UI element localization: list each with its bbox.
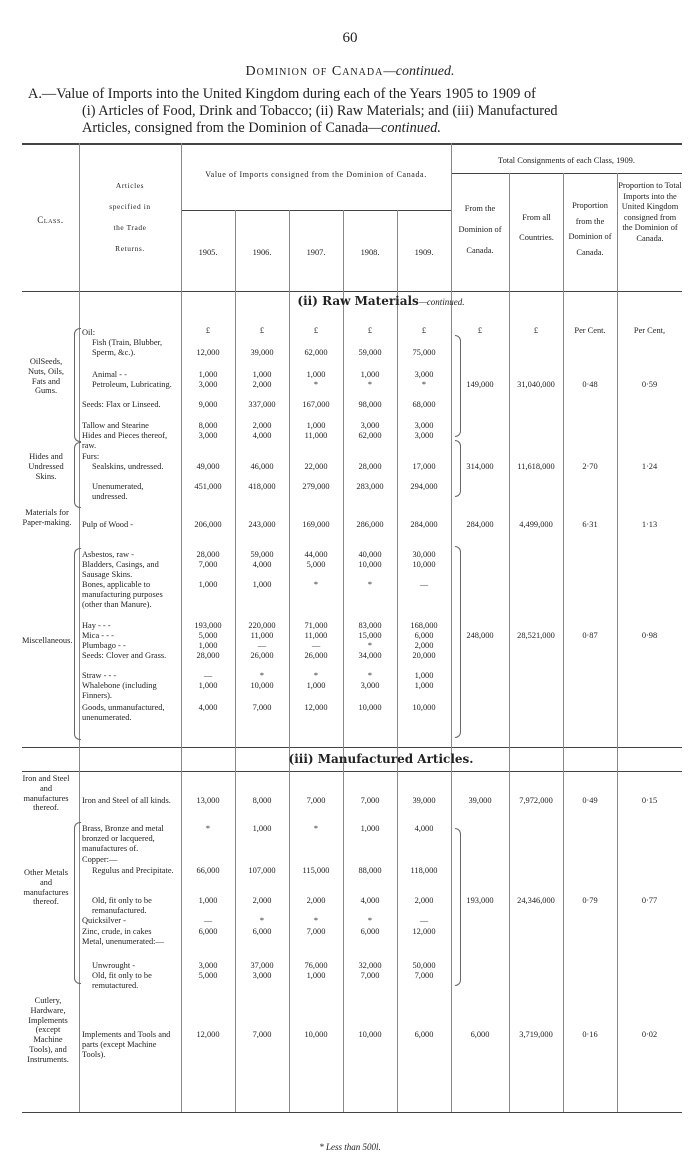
row-value-1908: 88,000 xyxy=(358,866,382,875)
row-value-1909: 75,000 xyxy=(412,348,436,357)
row-value-1905: 1,000 xyxy=(198,580,218,589)
unit-from-dominion: £ xyxy=(477,326,483,335)
row-article: Pulp of Wood - xyxy=(82,520,134,529)
row-value-1908: 283,000 xyxy=(356,482,384,491)
row-value-1905: 66,000 xyxy=(196,866,220,875)
header-articles xyxy=(82,180,178,255)
row-value-1908: 32,000 xyxy=(358,961,382,970)
row-value-1908: 286,000 xyxy=(356,520,384,529)
total-from-all: 4,499,000 xyxy=(519,520,553,529)
section-raw-text: (ii) Raw Materials xyxy=(297,294,419,308)
row-value-1907: 7,000 xyxy=(306,927,326,936)
row-article: Hides and Pieces thereof, raw. xyxy=(82,431,168,450)
page-number: 60 xyxy=(342,30,358,46)
class-misc: Miscellaneous. xyxy=(22,636,73,645)
row-value-1909: — xyxy=(419,916,429,925)
row-value-1909: 3,000 xyxy=(414,431,434,440)
row-value-1909: 6,000 xyxy=(414,1030,434,1039)
row-value-1907: 1,000 xyxy=(306,370,326,379)
row-value-1908: 10,000 xyxy=(358,1030,382,1039)
total-group-rule xyxy=(451,173,682,174)
row-value-1909: 3,000 xyxy=(414,421,434,430)
row-value-1905: 6,000 xyxy=(198,927,218,936)
row-value-1908: 62,000 xyxy=(358,431,382,440)
class-hides: Hides and Undressed Skins. xyxy=(28,452,64,481)
row-value-1908: * xyxy=(367,380,373,389)
total-prop-total: 0·59 xyxy=(641,380,658,389)
row-value-1906: 220,000 xyxy=(248,621,276,630)
row-value-1908: 40,000 xyxy=(358,550,382,559)
row-value-1908: 4,000 xyxy=(360,896,380,905)
row-value-1907: 71,000 xyxy=(304,621,328,630)
row-value-1906: 11,000 xyxy=(250,631,274,640)
header-proportion-dominion: Proportion from the Dominion of Canada. xyxy=(568,201,612,257)
row-article: Bladders, Casings, and Sausage Skins. xyxy=(82,560,159,579)
row-value-1906: 107,000 xyxy=(248,866,276,875)
class-cutlery: Cutlery, Hardware, Implements (except Machine Tools), and Instruments. xyxy=(27,996,69,1064)
class-materials: Materials for Paper-making. xyxy=(22,508,72,527)
row-article: Old, fit only to be remutactured. xyxy=(92,971,152,990)
row-article: Tallow and Stearine xyxy=(82,421,149,430)
row-value-1907: 76,000 xyxy=(304,961,328,970)
row-value-1906: 2,000 xyxy=(252,896,272,905)
row-value-1909: 284,000 xyxy=(410,520,438,529)
row-value-1907: 5,000 xyxy=(306,560,326,569)
row-article: Zinc, crude, in cakes xyxy=(82,927,152,936)
running-head xyxy=(0,63,700,80)
total-prop-total: 1·13 xyxy=(641,520,658,529)
row-article: Unenumerated, undressed. xyxy=(92,482,144,501)
total-from-all: 3,719,000 xyxy=(519,1030,553,1039)
col-rule-9 xyxy=(563,173,564,1112)
row-article: Regulus and Precipitate. xyxy=(92,866,174,875)
total-prop-dominion: 0·49 xyxy=(582,796,598,805)
row-value-1906: 8,000 xyxy=(252,796,272,805)
row-value-1906: 7,000 xyxy=(252,1030,272,1039)
row-value-1906: 3,000 xyxy=(252,971,272,980)
row-value-1908: * xyxy=(367,916,373,925)
row-value-1907: 1,000 xyxy=(306,681,326,690)
title-line-3-text: Articles, consigned from the Dominion of Canada xyxy=(82,120,369,136)
section-iii-rule-bottom xyxy=(22,771,682,772)
row-value-1906: 46,000 xyxy=(250,462,274,471)
header-year-1908: 1908. xyxy=(360,248,380,257)
row-value-1908: * xyxy=(367,671,373,680)
total-from-all: 7,972,000 xyxy=(519,796,553,805)
col-rule-8 xyxy=(509,173,510,1112)
unit-1906: £ xyxy=(259,326,265,335)
row-value-1908: * xyxy=(367,641,373,650)
row-article: Iron and Steel of all kinds. xyxy=(82,796,171,805)
row-value-1908: 59,000 xyxy=(358,348,382,357)
row-value-1906: 1,000 xyxy=(252,824,272,833)
row-value-1909: 3,000 xyxy=(414,370,434,379)
brace-total-6 xyxy=(455,828,461,986)
footnote: * Less than 500l. xyxy=(319,1142,381,1152)
row-value-1905: 451,000 xyxy=(194,482,222,491)
row-value-1909: 39,000 xyxy=(412,796,436,805)
brace-misc xyxy=(74,548,81,740)
row-value-1907: * xyxy=(313,580,319,589)
row-value-1907: 12,000 xyxy=(304,703,328,712)
header-articles-1: Articles xyxy=(115,181,145,190)
row-value-1909: 7,000 xyxy=(414,971,434,980)
section-raw-cont: —continued. xyxy=(418,297,465,307)
row-value-1906: * xyxy=(259,916,265,925)
row-value-1908: 7,000 xyxy=(360,971,380,980)
row-value-1906: 2,000 xyxy=(252,421,272,430)
row-value-1906: 2,000 xyxy=(252,380,272,389)
row-article: Brass, Bronze and metal bronzed or lacquered, manufactures of. xyxy=(82,824,164,853)
header-year-1909: 1909. xyxy=(414,248,434,257)
row-value-1908: 3,000 xyxy=(360,681,380,690)
row-value-1907: 11,000 xyxy=(304,631,328,640)
total-prop-dominion: 6·31 xyxy=(582,520,598,529)
unit-from-all: £ xyxy=(533,326,539,335)
row-value-1909: 12,000 xyxy=(412,927,436,936)
row-value-1908: 83,000 xyxy=(358,621,382,630)
row-value-1909: 118,000 xyxy=(410,866,438,875)
header-from-all: From all Countries. xyxy=(519,213,554,242)
row-value-1908: 10,000 xyxy=(358,703,382,712)
row-value-1906: 4,000 xyxy=(252,431,272,440)
row-value-1907: — xyxy=(311,641,321,650)
row-value-1905: 1,000 xyxy=(198,896,218,905)
row-value-1908: 15,000 xyxy=(358,631,382,640)
row-value-1909: 168,000 xyxy=(410,621,438,630)
row-value-1908: 34,000 xyxy=(358,651,382,660)
total-prop-total: 1·24 xyxy=(641,462,658,471)
brace-metals xyxy=(74,822,81,984)
row-value-1908: 3,000 xyxy=(360,421,380,430)
row-article: Unwrought - xyxy=(92,961,136,970)
row-article: Mica - - - xyxy=(82,631,114,640)
table-top-rule xyxy=(22,143,682,145)
title-line-3 xyxy=(28,120,678,137)
row-value-1905: 1,000 xyxy=(198,681,218,690)
title-line-2: (i) Articles of Food, Drink and Tobacco; (ii) Raw Materials; and (iii) Manufactured xyxy=(82,103,558,119)
class-metals: Other Metals and manufactures thereof. xyxy=(23,868,69,907)
row-value-1905: 28,000 xyxy=(196,550,220,559)
header-proportion-total: Proportion to Total Imports into the United Kingdom consigned from the Dominion of Canada. xyxy=(618,181,682,243)
total-prop-dominion: 0·87 xyxy=(582,631,598,640)
total-prop-dominion: 0·79 xyxy=(582,896,598,905)
header-year-1907: 1907. xyxy=(306,248,326,257)
unit-1905: £ xyxy=(205,326,211,335)
row-value-1909: 50,000 xyxy=(412,961,436,970)
header-articles-2: specified in xyxy=(109,202,151,211)
unit-prop-total: Per Cent, xyxy=(633,326,666,335)
row-article: Plumbago - - xyxy=(82,641,126,650)
row-value-1906: 39,000 xyxy=(250,348,274,357)
row-value-1907: 44,000 xyxy=(304,550,328,559)
row-value-1906: 10,000 xyxy=(250,681,274,690)
row-value-1909: 68,000 xyxy=(412,400,436,409)
row-value-1906: 1,000 xyxy=(252,370,272,379)
header-articles-4: Returns. xyxy=(115,244,145,253)
row-value-1907: 1,000 xyxy=(306,971,326,980)
row-value-1905: 193,000 xyxy=(194,621,222,630)
row-article: Hay - - - xyxy=(82,621,111,630)
running-head-text: Dominion of Canada xyxy=(245,64,384,79)
col-rule-7 xyxy=(451,143,452,1112)
row-value-1906: * xyxy=(259,671,265,680)
row-value-1906: 337,000 xyxy=(248,400,276,409)
row-article: Old, fit only to be remanufactured. xyxy=(92,896,152,915)
row-value-1905: 13,000 xyxy=(196,796,220,805)
row-value-1907: 169,000 xyxy=(302,520,330,529)
row-value-1906: 7,000 xyxy=(252,703,272,712)
row-value-1905: 3,000 xyxy=(198,380,218,389)
row-value-1907: 2,000 xyxy=(306,896,326,905)
title-line-3-cont: —continued. xyxy=(368,120,441,136)
row-value-1908: 10,000 xyxy=(358,560,382,569)
row-value-1905: 8,000 xyxy=(198,421,218,430)
row-value-1905: 3,000 xyxy=(198,431,218,440)
row-value-1905: 5,000 xyxy=(198,631,218,640)
row-value-1907: 62,000 xyxy=(304,348,328,357)
total-from-all: 31,040,000 xyxy=(517,380,555,389)
total-from-all: 11,618,000 xyxy=(517,462,555,471)
table-bottom-rule xyxy=(22,1112,682,1113)
row-value-1907: * xyxy=(313,380,319,389)
row-value-1909: 30,000 xyxy=(412,550,436,559)
row-value-1907: 7,000 xyxy=(306,796,326,805)
section-manufactured: (iii) Manufactured Articles. xyxy=(288,752,474,766)
row-value-1906: 1,000 xyxy=(252,580,272,589)
row-value-1908: 98,000 xyxy=(358,400,382,409)
row-value-1905: 3,000 xyxy=(198,961,218,970)
row-value-1909: 2,000 xyxy=(414,896,434,905)
row-value-1908: 1,000 xyxy=(360,824,380,833)
total-prop-dominion: 0·48 xyxy=(582,380,598,389)
row-value-1905: 12,000 xyxy=(196,348,220,357)
header-class: Class. xyxy=(37,215,64,225)
row-value-1908: 28,000 xyxy=(358,462,382,471)
row-article: Metal, unenumerated:— xyxy=(82,937,164,946)
row-article: Quicksilver - xyxy=(82,916,126,925)
class-oilseeds: OilSeeds, Nuts, Oils, Fats and Gums. xyxy=(27,357,65,396)
unit-1907: £ xyxy=(313,326,319,335)
total-prop-total: 0·77 xyxy=(641,896,658,905)
row-article: Seeds: Clover and Grass. xyxy=(82,651,167,660)
total-from-all: 24,346,000 xyxy=(517,896,555,905)
row-value-1908: * xyxy=(367,580,373,589)
total-prop-total: 0·02 xyxy=(641,1030,658,1039)
section-raw-materials xyxy=(181,294,581,308)
row-article: Implements and Tools and parts (except Machine Tools). xyxy=(82,1030,171,1059)
row-value-1905: 206,000 xyxy=(194,520,222,529)
row-value-1909: — xyxy=(419,580,429,589)
row-value-1907: 1,000 xyxy=(306,421,326,430)
unit-1908: £ xyxy=(367,326,373,335)
value-group-rule xyxy=(181,210,451,211)
unit-prop-dom: Per Cent. xyxy=(574,326,606,335)
row-article: Seeds: Flax or Linseed. xyxy=(82,400,161,409)
row-value-1905: 1,000 xyxy=(198,641,218,650)
row-value-1906: 59,000 xyxy=(250,550,274,559)
row-value-1907: * xyxy=(313,671,319,680)
title-line-1: A.—Value of Imports into the United Kingdom during each of the Years 1905 to 1909 of xyxy=(28,86,536,102)
row-value-1906: 243,000 xyxy=(248,520,276,529)
running-head-cont: —continued. xyxy=(383,64,455,79)
total-prop-dominion: 0·16 xyxy=(582,1030,598,1039)
row-value-1906: 418,000 xyxy=(248,482,276,491)
row-value-1907: 10,000 xyxy=(304,1030,328,1039)
row-article: Sealskins, undressed. xyxy=(92,462,164,471)
row-value-1905: 28,000 xyxy=(196,651,220,660)
row-value-1909: * xyxy=(421,380,427,389)
header-from-dominion: From the Dominion of Canada. xyxy=(458,204,502,255)
row-value-1907: * xyxy=(313,824,319,833)
row-article: Oil: xyxy=(82,328,96,337)
row-value-1907: 279,000 xyxy=(302,482,330,491)
row-value-1906: 4,000 xyxy=(252,560,272,569)
total-from-dominion: 39,000 xyxy=(468,796,492,805)
row-value-1908: 1,000 xyxy=(360,370,380,379)
row-value-1906: 6,000 xyxy=(252,927,272,936)
col-rule-10 xyxy=(617,173,618,1112)
row-value-1909: 1,000 xyxy=(414,671,434,680)
row-article: Goods, unmanufactured, unenumerated. xyxy=(82,703,165,722)
total-prop-total: 0·98 xyxy=(641,631,658,640)
unit-1909: £ xyxy=(421,326,427,335)
row-article: Animal - - xyxy=(92,370,127,379)
row-value-1907: 115,000 xyxy=(302,866,330,875)
row-value-1905: * xyxy=(205,824,211,833)
row-value-1907: 11,000 xyxy=(304,431,328,440)
class-iron: Iron and Steel and manufactures thereof. xyxy=(22,774,70,813)
row-article: Bones, applicable to manufacturing purposes (other than Manure). xyxy=(82,580,163,609)
header-total-group: Total Consignments of each Class, 1909. xyxy=(498,156,635,165)
brace-oilseeds xyxy=(74,328,81,442)
total-from-dominion: 6,000 xyxy=(470,1030,490,1039)
row-value-1906: — xyxy=(257,641,267,650)
total-from-all: 28,521,000 xyxy=(517,631,555,640)
header-year-1905: 1905. xyxy=(198,248,218,257)
row-value-1909: 294,000 xyxy=(410,482,438,491)
row-value-1905: 4,000 xyxy=(198,703,218,712)
total-prop-total: 0·15 xyxy=(641,796,658,805)
row-value-1907: 26,000 xyxy=(304,651,328,660)
total-from-dominion: 284,000 xyxy=(466,520,494,529)
row-value-1909: 17,000 xyxy=(412,462,436,471)
row-value-1905: 12,000 xyxy=(196,1030,220,1039)
row-value-1909: 1,000 xyxy=(414,681,434,690)
row-value-1909: 4,000 xyxy=(414,824,434,833)
row-article: Copper:— xyxy=(82,855,118,864)
row-value-1907: 22,000 xyxy=(304,462,328,471)
row-value-1905: 1,000 xyxy=(198,370,218,379)
total-from-dominion: 248,000 xyxy=(466,631,494,640)
row-article: Asbestos, raw - xyxy=(82,550,134,559)
header-value-group: Value of Imports consigned from the Dominion of Canada. xyxy=(205,170,427,179)
row-article: Whalebone (including Finners). xyxy=(82,681,157,700)
page-title xyxy=(28,86,678,137)
row-value-1907: * xyxy=(313,916,319,925)
row-value-1908: 6,000 xyxy=(360,927,380,936)
row-article: Straw - - - xyxy=(82,671,117,680)
row-value-1909: 10,000 xyxy=(412,703,436,712)
row-value-1909: 6,000 xyxy=(414,631,434,640)
brace-total-4 xyxy=(455,546,461,738)
row-value-1906: 26,000 xyxy=(250,651,274,660)
row-value-1909: 10,000 xyxy=(412,560,436,569)
total-from-dominion: 149,000 xyxy=(466,380,494,389)
row-value-1905: 7,000 xyxy=(198,560,218,569)
row-value-1908: 7,000 xyxy=(360,796,380,805)
total-from-dominion: 193,000 xyxy=(466,896,494,905)
header-year-1906: 1906. xyxy=(252,248,272,257)
row-value-1905: — xyxy=(203,916,213,925)
row-value-1905: 9,000 xyxy=(198,400,218,409)
brace-hides xyxy=(74,442,81,508)
total-prop-dominion: 2·70 xyxy=(582,462,598,471)
row-value-1905: 49,000 xyxy=(196,462,220,471)
total-from-dominion: 314,000 xyxy=(466,462,494,471)
row-value-1907: 167,000 xyxy=(302,400,330,409)
row-value-1909: 20,000 xyxy=(412,651,436,660)
header-articles-3: the Trade xyxy=(113,223,147,232)
row-value-1905: — xyxy=(203,671,213,680)
header-bottom-rule xyxy=(22,291,682,292)
row-article: Petroleum, Lubricating. xyxy=(92,380,172,389)
section-iii-rule-top xyxy=(22,747,682,748)
row-article: Furs: xyxy=(82,452,100,461)
row-value-1906: 37,000 xyxy=(250,961,274,970)
row-value-1905: 5,000 xyxy=(198,971,218,980)
row-article: Fish (Train, Blubber, Sperm, &c.). xyxy=(92,338,163,357)
row-value-1909: 2,000 xyxy=(414,641,434,650)
